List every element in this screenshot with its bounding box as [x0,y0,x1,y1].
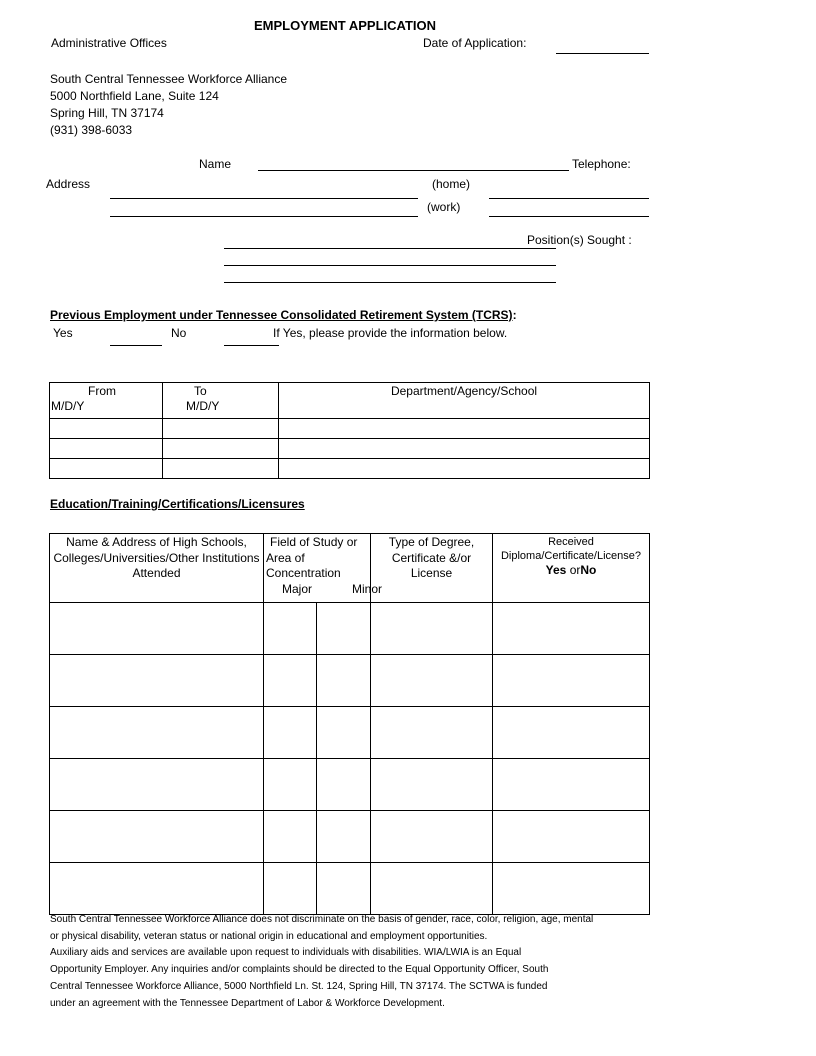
date-of-application-field[interactable] [556,41,649,54]
degree-cell[interactable] [371,811,493,863]
tcrs-to-cell[interactable] [163,439,279,459]
address-label: Address [46,177,91,191]
home-phone-label: (home) [432,177,471,191]
footer-line: or physical disability, veteran status or national origin in educational and employment opportunities. [50,930,488,942]
footer-line: South Central Tennessee Workforce Alliance does not discriminate on the basis of gender, race, color, religion, age, mental [50,914,594,925]
degree-cell[interactable] [371,863,493,915]
name-field[interactable] [258,158,569,171]
tcrs-header-row [50,383,650,419]
org-name: South Central Tennessee Workforce Alliance [50,72,288,86]
table-row [50,603,650,655]
tcrs-to-label: To [194,384,207,398]
position-field-2[interactable] [224,253,556,266]
education-col-degree [371,534,493,603]
position-field-1[interactable] [224,236,556,249]
institution-cell[interactable] [50,863,264,915]
footer-line: Opportunity Employer. Any inquiries and/or complaints should be directed to the Equal Opportunity Officer, South [50,964,549,976]
table-row [50,439,650,459]
tcrs-from-cell[interactable] [50,459,163,479]
table-row [50,419,650,439]
minor-cell[interactable] [317,759,371,811]
major-cell[interactable] [264,863,317,915]
minor-cell[interactable] [317,707,371,759]
degree-cell[interactable] [371,603,493,655]
major-cell[interactable] [264,811,317,863]
org-street: 5000 Northfield Lane, Suite 124 [50,89,219,103]
address-line-1-field[interactable] [110,186,418,199]
education-table [49,533,650,915]
received-cell[interactable] [493,811,650,863]
major-header-label: Major [282,582,313,596]
tcrs-instruction: If Yes, please provide the information below. [273,326,508,340]
admin-offices-label: Administrative Offices [51,36,167,50]
institution-cell[interactable] [50,759,264,811]
table-row [50,811,650,863]
minor-cell[interactable] [317,655,371,707]
field-header-line1: Field of Study or [270,535,358,549]
table-row [50,863,650,915]
table-row [50,459,650,479]
org-phone: (931) 398-6033 [50,123,133,137]
minor-header-label: Minor [352,582,383,596]
tcrs-to-sub: M/D/Y [186,399,220,413]
footer-line: under an agreement with the Tennessee Department of Labor & Workforce Development. [50,997,445,1009]
major-cell[interactable] [264,759,317,811]
telephone-label: Telephone: [572,157,631,171]
major-cell[interactable] [264,707,317,759]
org-city: Spring Hill, TN 37174 [50,106,164,120]
education-header-row [50,534,650,603]
degree-cell[interactable] [371,655,493,707]
institution-cell[interactable] [50,603,264,655]
tcrs-yes-field[interactable] [110,333,162,346]
tcrs-to-cell[interactable] [163,419,279,439]
tcrs-from-label: From [88,384,116,398]
tcrs-from-cell[interactable] [50,439,163,459]
date-of-application-label: Date of Application: [423,36,527,50]
tcrs-dept-label: Department/Agency/School [390,384,538,398]
received-cell[interactable] [493,863,650,915]
minor-cell[interactable] [317,603,371,655]
education-col-field-of-study [264,534,383,603]
home-phone-field[interactable] [489,186,649,199]
education-col-received [493,534,650,603]
institution-cell[interactable] [50,811,264,863]
tcrs-dept-cell[interactable] [279,459,650,479]
page-title: EMPLOYMENT APPLICATION [254,18,436,33]
nondiscrimination-notice [50,912,650,1012]
received-cell[interactable] [493,759,650,811]
received-header-label: Received Diploma/Certificate/License? [500,536,641,562]
tcrs-heading-colon: : [512,308,517,322]
institution-cell[interactable] [50,707,264,759]
tcrs-dept-cell[interactable] [279,439,650,459]
tcrs-to-cell[interactable] [163,459,279,479]
table-row [50,655,650,707]
received-cell[interactable] [493,655,650,707]
tcrs-col-to [163,383,279,419]
education-heading: Education/Training/Certifications/Licensures [50,497,305,511]
tcrs-heading-text: Previous Employment under Tennessee Consolidated Retirement System (TCRS) [50,308,513,322]
major-cell[interactable] [264,603,317,655]
position-field-3[interactable] [224,270,556,283]
tcrs-no-label: No [171,326,187,340]
received-yes: Yes [545,563,567,577]
received-no: No [580,563,597,577]
tcrs-from-cell[interactable] [50,419,163,439]
degree-header-label: Type of Degree, Certificate &/or License [388,535,475,580]
tcrs-col-dept [279,383,650,419]
footer-line: Auxiliary aids and services are available upon request to individuals with disabilities. WIA/LWIA is an Equal [50,947,522,959]
received-yes-no [493,563,649,577]
footer-line: Central Tennessee Workforce Alliance, 5000 Northfield Ln. St. 124, Spring Hill, TN 37174. The SCTWA is funded [50,980,548,992]
institutions-header-label: Name & Address of High Schools, Colleges/Universities/Other Institutions Attended [53,535,260,580]
received-or: or [569,563,581,577]
tcrs-col-from [50,383,163,419]
name-label: Name [199,157,232,171]
field-header-line3: Concentration [266,566,341,580]
minor-cell[interactable] [317,863,371,915]
degree-cell[interactable] [371,759,493,811]
position-sought-label: Position(s) Sought : [527,233,632,247]
field-header-line2: Area of [266,550,305,565]
tcrs-from-sub: M/D/Y [51,399,85,413]
table-row [50,707,650,759]
minor-cell[interactable] [317,811,371,863]
address-line-2-field[interactable] [110,204,418,217]
major-cell[interactable] [264,655,317,707]
work-phone-label: (work) [427,200,461,214]
institution-cell[interactable] [50,655,264,707]
work-phone-field[interactable] [489,204,649,217]
tcrs-dept-cell[interactable] [279,419,650,439]
received-cell[interactable] [493,603,650,655]
tcrs-no-field[interactable] [224,333,279,346]
received-cell[interactable] [493,707,650,759]
tcrs-heading [50,308,517,322]
tcrs-table [49,382,650,479]
degree-cell[interactable] [371,707,493,759]
tcrs-yes-label: Yes [53,326,73,340]
education-col-institutions [50,534,264,603]
table-row [50,759,650,811]
